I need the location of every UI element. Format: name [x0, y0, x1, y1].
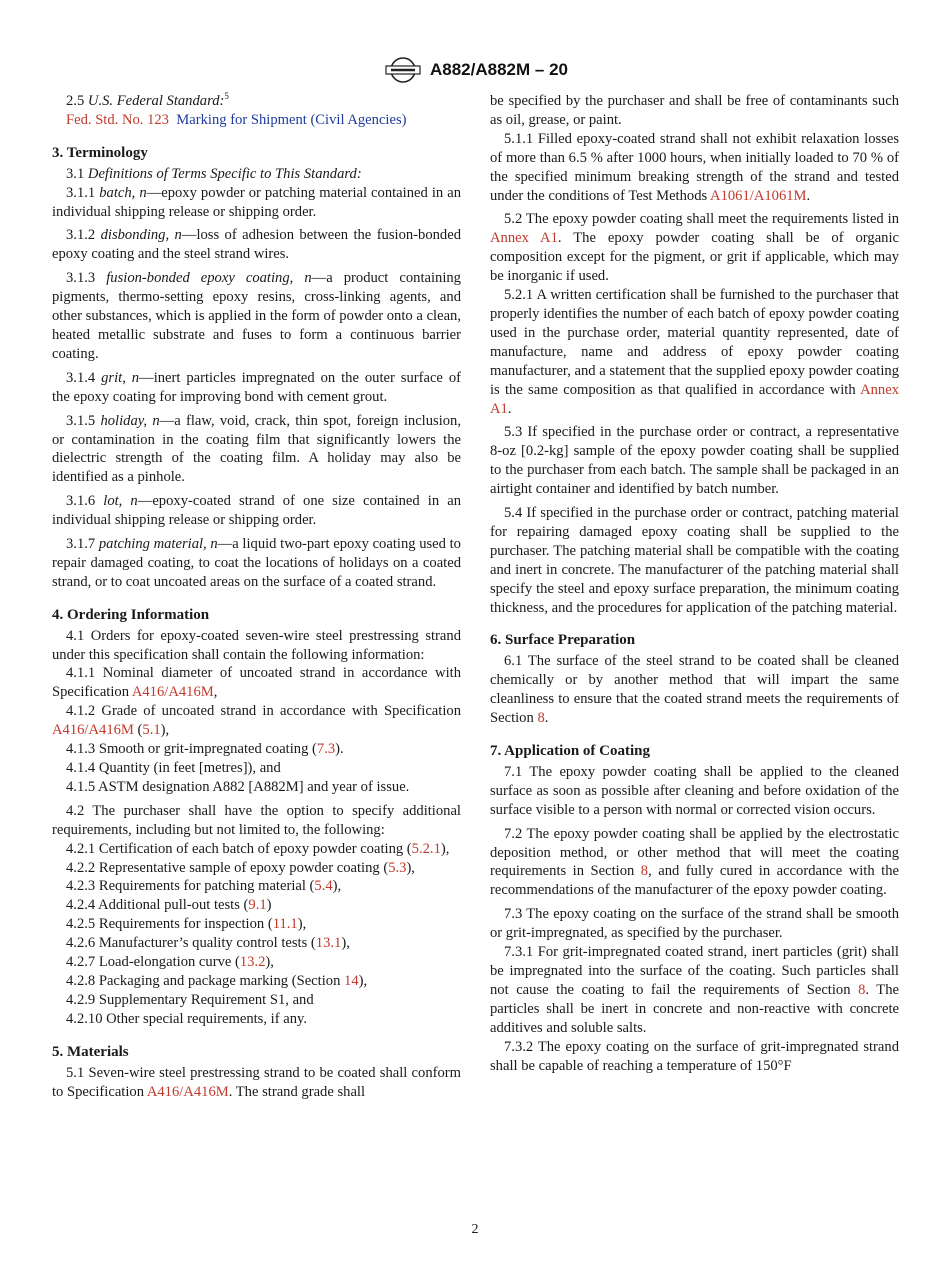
- spec-a1061-link[interactable]: A1061/A1061M: [710, 187, 807, 204]
- right-column: [490, 92, 899, 1075]
- heading-surface-preparation: 6. Surface Preparation: [490, 632, 636, 649]
- section-4-1-2: 4.1.2 Grade of uncoated strand in accordance with Specification A416/A416M (5.1),: [52, 703, 461, 739]
- section-3-1: 3.1 Definitions of Terms Specific to This Standard:: [66, 165, 362, 182]
- section-3-1-6: 3.1.6 lot, n—epoxy-coated strand of one size contained in an individual shipping release or shipping order.: [52, 493, 461, 529]
- section-3-1-4: 3.1.4 grit, n—inert particles impregnated on the outer surface of the epoxy coating for improving bond with cement grout.: [52, 369, 461, 405]
- section-6-1: 6.1 The surface of the steel strand to be coated shall be cleaned chemically or by another method that will impart the same cleanliness to ensure that the coated strand meets the requirements of Section 8.: [490, 653, 899, 727]
- ref-14-link[interactable]: 14: [344, 972, 359, 989]
- ref-9-1-link[interactable]: 9.1: [248, 897, 267, 914]
- ref-5-4-link[interactable]: 5.4: [314, 878, 333, 895]
- section-5-1-1: 5.1.1 Filled epoxy-coated strand shall not exhibit relaxation losses of more than 6.5 % after 1000 hours, when initially loaded to 70 % of the specified minimum breaking strength of the strand and tested under the conditions of Test Methods A1061/A1061M.: [490, 130, 899, 204]
- heading-application-of-coating: 7. Application of Coating: [490, 743, 651, 759]
- section-7-2: 7.2 The epoxy powder coating shall be applied by the electrostatic deposition method, or other method that will meet the coating requirements in Section 8, and fully cured in accordance with the recommendations of the manufacturer of the epoxy powder coating.: [490, 825, 899, 899]
- section-4-1-3: 4.1.3 Smooth or grit-impregnated coating (7.3).: [66, 741, 344, 758]
- section-5-2: 5.2 The epoxy powder coating shall meet the requirements listed in Annex A1. The epoxy powder coating shall be of organic composition except for the pigment, or grit if applicable, which may be inorganic if used.: [490, 211, 900, 285]
- section-3-1-2: 3.1.2 disbonding, n—loss of adhesion between the fusion-bonded epoxy coating and the steel strand wires.: [52, 227, 461, 263]
- heading-terminology: 3. Terminology: [52, 144, 148, 161]
- section-5-4: 5.4 If specified in the purchase order or contract, patching material for repairing damaged epoxy coating shall be supplied to the purchaser. The patching material shall be compatible with the coating and inert in concrete. The manufacturer of the patching material shall specify the steel and epoxy surface preparation, the minimum coating thickness, and the procedures for application of the patching material.: [490, 505, 899, 616]
- heading-ordering-information: 4. Ordering Information: [52, 606, 210, 623]
- section-7-1: 7.1 The epoxy powder coating shall be applied to the cleaned surface as soon as possible after cleaning and before oxidation of the surface visible to a person with normal or corrected vision occurs.: [490, 763, 899, 818]
- page-number: 2: [471, 1222, 479, 1237]
- ref-5-1-link[interactable]: 5.1: [142, 722, 161, 739]
- document-designation: A882/A882M – 20: [430, 59, 568, 79]
- ref-7-3-link[interactable]: 7.3: [316, 741, 336, 758]
- ref-5-2-1-link[interactable]: 5.2.1: [411, 840, 441, 857]
- section-4-2: 4.2 The purchaser shall have the option to specify additional requirements, including but not limited to, the following:: [52, 802, 461, 838]
- section-4-2-4: 4.2.4 Additional pull-out tests (9.1): [66, 897, 272, 914]
- section-5-1-continued: be specified by the purchaser and shall be free of contaminants such as oil, grease, or paint.: [490, 93, 899, 128]
- section-3-1-5: 3.1.5 holiday, n—a flaw, void, crack, thin spot, foreign inclusion, or contamination in the coating film that significantly lowers the dielectric strength of the coating film. A holiday may also be identified as a pinhole.: [52, 412, 461, 486]
- fed-std-reference: [52, 111, 461, 130]
- ref-13-2-link[interactable]: 13.2: [239, 954, 266, 971]
- section-4-2-2: 4.2.2 Representative sample of epoxy powder coating (5.3),: [66, 859, 415, 876]
- heading-materials: 5. Materials: [52, 1043, 129, 1060]
- section-4-2-7: 4.2.7 Load-elongation curve (13.2),: [66, 954, 274, 971]
- spec-a416-link[interactable]: A416/A416M: [146, 1083, 229, 1100]
- ref-section-8-link[interactable]: 8: [640, 863, 649, 880]
- fed-std-link[interactable]: Fed. Std. No. 123: [66, 111, 169, 128]
- section-5-1: 5.1 Seven-wire steel prestressing strand to be coated shall conform to Specification A416/A416M. The strand grade shall: [52, 1064, 461, 1100]
- section-7-3-1: 7.3.1 For grit-impregnated coated strand, inert particles (grit) shall be impregnated into the surface of the coating. Such particles shall not cause the coating to fail the requirements of Section 8. The particles shall be inert in concrete and non-reactive with concrete additives and soluble salts.: [490, 944, 899, 1036]
- fed-std-title-link[interactable]: Marking for Shipment (Civil Agencies): [176, 111, 407, 128]
- ref-section-8-link[interactable]: 8: [858, 981, 866, 998]
- section-4-2-8: 4.2.8 Packaging and package marking (Section 14),: [66, 972, 368, 989]
- section-4-1-1: 4.1.1 Nominal diameter of uncoated strand in accordance with Specification A416/A416M,: [52, 665, 461, 701]
- astm-logo-icon: [382, 55, 424, 85]
- section-7-3: 7.3 The epoxy coating on the surface of the strand shall be smooth or grit-impregnated, as specified by the purchaser.: [490, 906, 899, 942]
- section-4-1-4: 4.1.4 Quantity (in feet [metres]), and: [66, 760, 281, 776]
- spec-a416-link[interactable]: A416/A416M: [52, 722, 134, 739]
- annex-a1-link[interactable]: Annex A1: [490, 381, 899, 417]
- section-4-2-9: 4.2.9 Supplementary Requirement S1, and: [66, 991, 314, 1008]
- section-4-1-5: 4.1.5 ASTM designation A882 [A882M] and year of issue.: [66, 778, 410, 795]
- section-3-1-7: 3.1.7 patching material, n—a liquid two-part epoxy coating used to repair damaged coating, to coat the locations of holidays on a coated strand, or to coat uncoated areas on the surface of a coated strand.: [52, 536, 461, 590]
- ref-11-1-link[interactable]: 11.1: [272, 916, 298, 933]
- section-4-2-10: 4.2.10 Other special requirements, if any.: [66, 1010, 307, 1027]
- page-header: [0, 55, 950, 85]
- section-7-3-2: 7.3.2 The epoxy coating on the surface of grit-impregnated strand shall be capable of reaching a temperature of 150°F: [490, 1038, 899, 1074]
- section-5-3: 5.3 If specified in the purchase order or contract, a representative 8-oz [0.2-kg] sample of the epoxy powder coating shall be supplied to the purchaser from each batch. The sample shall be packaged in an airtight container and identified by batch number.: [490, 424, 899, 498]
- ref-5-3-link[interactable]: 5.3: [388, 859, 407, 876]
- section-5-2-1: 5.2.1 A written certification shall be furnished to the purchaser that properly identifies the number of each batch of epoxy powder coating used in the purchase order, material quantity represented, date of manufacture, name and address of epoxy powder coating manufacturer, and a statement that the supplied epoxy powder coating is the same composition as that qualified in accordance with Annex A1.: [490, 287, 899, 417]
- left-column: [52, 92, 461, 1101]
- section-2-5: 2.5 U.S. Federal Standard:$^5$: [66, 91, 229, 109]
- ref-13-1-link[interactable]: 13.1: [315, 935, 342, 952]
- section-3-1-1: 3.1.1 batch, n—epoxy powder or patching material contained in an individual shipping release or shipping order.: [52, 184, 461, 220]
- section-4-2-5: 4.2.5 Requirements for inspection (11.1),: [66, 916, 307, 933]
- section-4-2-1: 4.2.1 Certification of each batch of epoxy powder coating (5.2.1),: [66, 840, 450, 857]
- ref-section-8-link[interactable]: 8: [537, 710, 545, 727]
- annex-a1-link[interactable]: Annex A1: [490, 230, 558, 247]
- spec-a416-link[interactable]: A416/A416M: [131, 684, 214, 701]
- section-4-1: 4.1 Orders for epoxy-coated seven-wire steel prestressing strand under this specification shall contain the following information:: [52, 627, 461, 663]
- section-4-2-3: 4.2.3 Requirements for patching material (5.4),: [66, 878, 342, 895]
- section-3-1-3: 3.1.3 fusion-bonded epoxy coating, n—a product containing pigments, thermo-setting epoxy resins, cross-linking agents, and other substances, which is applied in the form of powder onto a clean, heated metallic substrate and fuses to form a continuous barrier coating.: [52, 270, 461, 362]
- section-4-2-6: 4.2.6 Manufacturer’s quality control tests (13.1),: [66, 935, 350, 952]
